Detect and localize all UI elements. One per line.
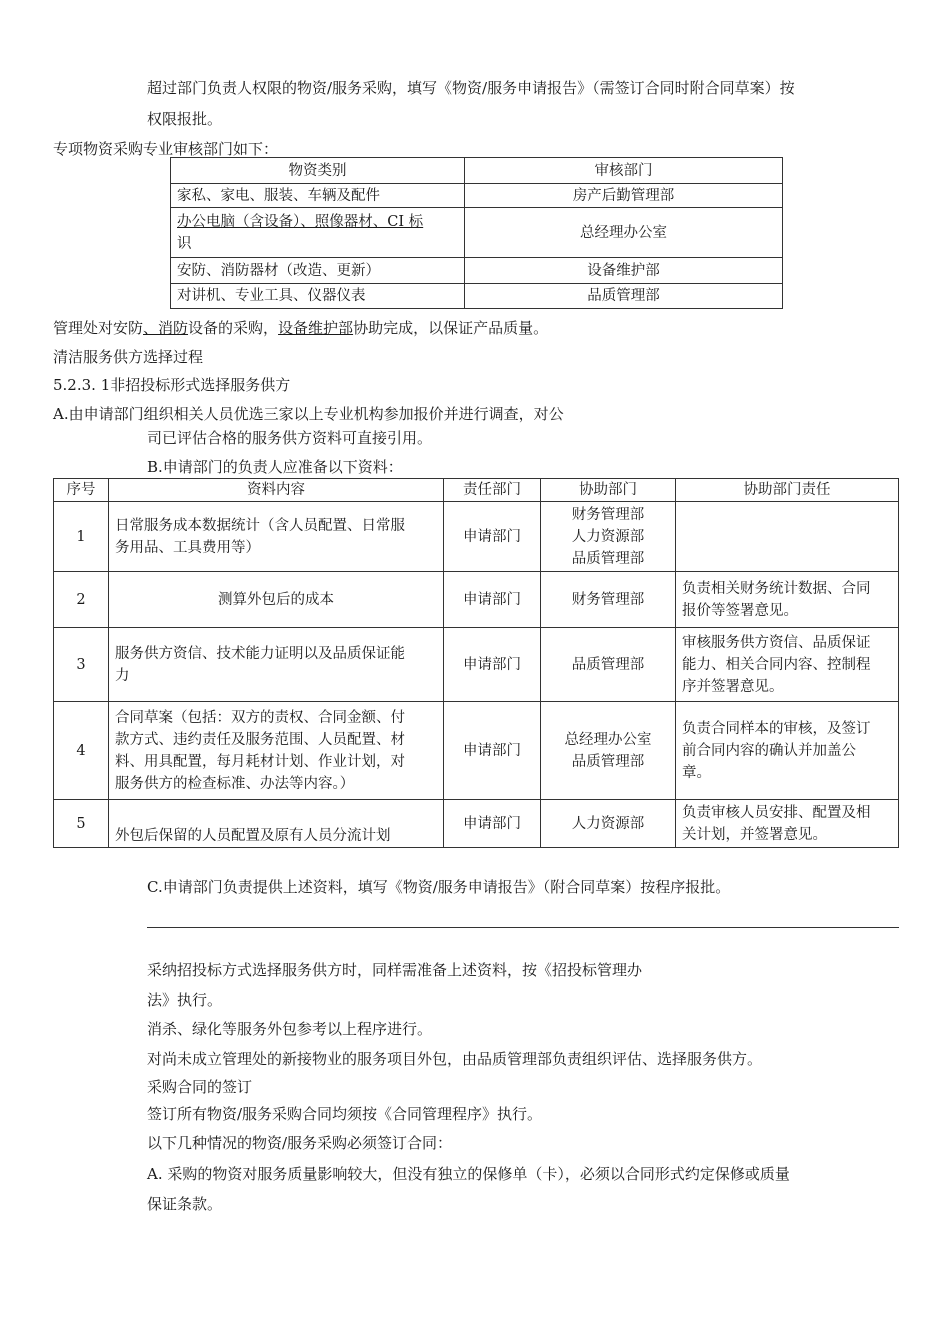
- header-responsible: 责任部门: [444, 479, 541, 502]
- row-no: 2: [54, 572, 109, 628]
- header-assisting: 协助部门: [541, 479, 676, 502]
- row-content: 测算外包后的成本: [109, 572, 444, 628]
- item-a-line-2: 司已评估合格的服务供方资料可直接引用。: [147, 429, 433, 447]
- special-heading: 专项物资采购专业审核部门如下：: [53, 140, 279, 158]
- row-assisting: 财务管理部 人力资源部 品质管理部: [541, 502, 676, 572]
- row-content: 日常服务成本数据统计（含人员配置、日常服 务用品、工具费用等）: [109, 502, 444, 572]
- item-b: B.申请部门的负责人应准备以下资料：: [147, 458, 403, 476]
- disinfection-note: 消杀、绿化等服务外包参考以上程序进行。: [147, 1020, 433, 1038]
- review-row-category: 办公电脑（含设备）、照像器材、CI 标 识: [171, 208, 465, 258]
- item-a-line-1: A.由申请部门组织相关人员优选三家以上专业机构参加报价并进行调查，对公: [53, 405, 564, 423]
- item-c: C.申请部门负责提供上述资料，填写《物资/服务申请报告》（附合同草案）按程序报批。: [147, 878, 731, 896]
- materials-table: [53, 478, 899, 848]
- row-no: 4: [54, 702, 109, 800]
- row-assisting: 财务管理部: [541, 572, 676, 628]
- row-no: 3: [54, 628, 109, 702]
- contract-rule: 签订所有物资/服务采购合同均须按《合同管理程序》执行。: [147, 1105, 543, 1123]
- row-assisting-duty: 负责审核人员安排、配置及相 关计划，并签署意见。: [676, 800, 899, 848]
- row-assisting-duty: [676, 502, 899, 572]
- must-sign-heading: 以下几种情况的物资/服务采购必须签订合同：: [147, 1134, 453, 1152]
- row-responsible: 申请部门: [444, 702, 541, 800]
- row-assisting: 品质管理部: [541, 628, 676, 702]
- row-assisting: 人力资源部: [541, 800, 676, 848]
- divider: [147, 927, 899, 928]
- header-no: 序号: [54, 479, 109, 502]
- review-table: [170, 157, 783, 309]
- row-assisting: 总经理办公室 品质管理部: [541, 702, 676, 800]
- header-content: 资料内容: [109, 479, 444, 502]
- review-row-dept: 总经理办公室: [465, 208, 783, 258]
- review-row-category: 安防、消防器材（改造、更新）: [171, 258, 465, 284]
- review-header-dept: 审核部门: [465, 158, 783, 184]
- row-no: 1: [54, 502, 109, 572]
- row-assisting-duty: 负责合同样本的审核，及签订 前合同内容的确认并加盖公 章。: [676, 702, 899, 800]
- table-row: [54, 800, 899, 848]
- intro-line-1: 超过部门负责人权限的物资/服务采购，填写《物资/服务申请报告》（需签订合同时附合同草案）按: [147, 79, 795, 97]
- management-note: 管理处对安防、消防设备的采购，设备维护部协助完成，以保证产品质量。: [53, 319, 549, 337]
- row-content: 合同草案（包括：双方的责权、合同金额、付 款方式、违约责任及服务范围、人员配置、材 料、用具配置，每月耗材计划、作业计划，对 服务供方的检查标准、办法等内容。）: [109, 702, 444, 800]
- table-row: [54, 702, 899, 800]
- review-row-category: 对讲机、专业工具、仪器仪表: [171, 284, 465, 309]
- new-property-note: 对尚未成立管理处的新接物业的服务项目外包，由品质管理部负责组织评估、选择服务供方。: [147, 1050, 763, 1068]
- bidding-line-1: 采纳招投标方式选择服务供方时，同样需准备上述资料，按《招投标管理办: [147, 961, 643, 979]
- row-content: 服务供方资信、技术能力证明以及品质保证能 力: [109, 628, 444, 702]
- row-responsible: 申请部门: [444, 502, 541, 572]
- review-header-category: 物资类别: [171, 158, 465, 184]
- review-row-dept: 设备维护部: [465, 258, 783, 284]
- row-responsible: 申请部门: [444, 800, 541, 848]
- bidding-line-2: 法》执行。: [147, 991, 223, 1009]
- intro-line-2: 权限报批。: [147, 110, 223, 128]
- review-row-dept: 品质管理部: [465, 284, 783, 309]
- review-row-category: 家私、家电、服装、车辆及配件: [171, 184, 465, 208]
- row-no: 5: [54, 800, 109, 848]
- section-5-2-3-1: 5.2.3. 1非招投标形式选择服务供方: [53, 376, 291, 394]
- row-responsible: 申请部门: [444, 572, 541, 628]
- case-a-line-2: 保证条款。: [147, 1195, 223, 1213]
- row-assisting-duty: 负责相关财务统计数据、合同 报价等签署意见。: [676, 572, 899, 628]
- table-row: [54, 572, 899, 628]
- case-a-line-1: A. 采购的物资对服务质量影响较大，但没有独立的保修单（卡），必须以合同形式约定保修或质量: [147, 1165, 790, 1183]
- table-row: [54, 502, 899, 572]
- cleaning-heading: 清洁服务供方选择过程: [53, 348, 204, 366]
- table-row: [54, 628, 899, 702]
- row-content: 外包后保留的人员配置及原有人员分流计划: [109, 800, 444, 848]
- header-assisting-duty: 协助部门责任: [676, 479, 899, 502]
- review-row-dept: 房产后勤管理部: [465, 184, 783, 208]
- row-assisting-duty: 审核服务供方资信、品质保证 能力、相关合同内容、控制程 序并签署意见。: [676, 628, 899, 702]
- row-responsible: 申请部门: [444, 628, 541, 702]
- contract-heading: 采购合同的签订: [147, 1078, 253, 1096]
